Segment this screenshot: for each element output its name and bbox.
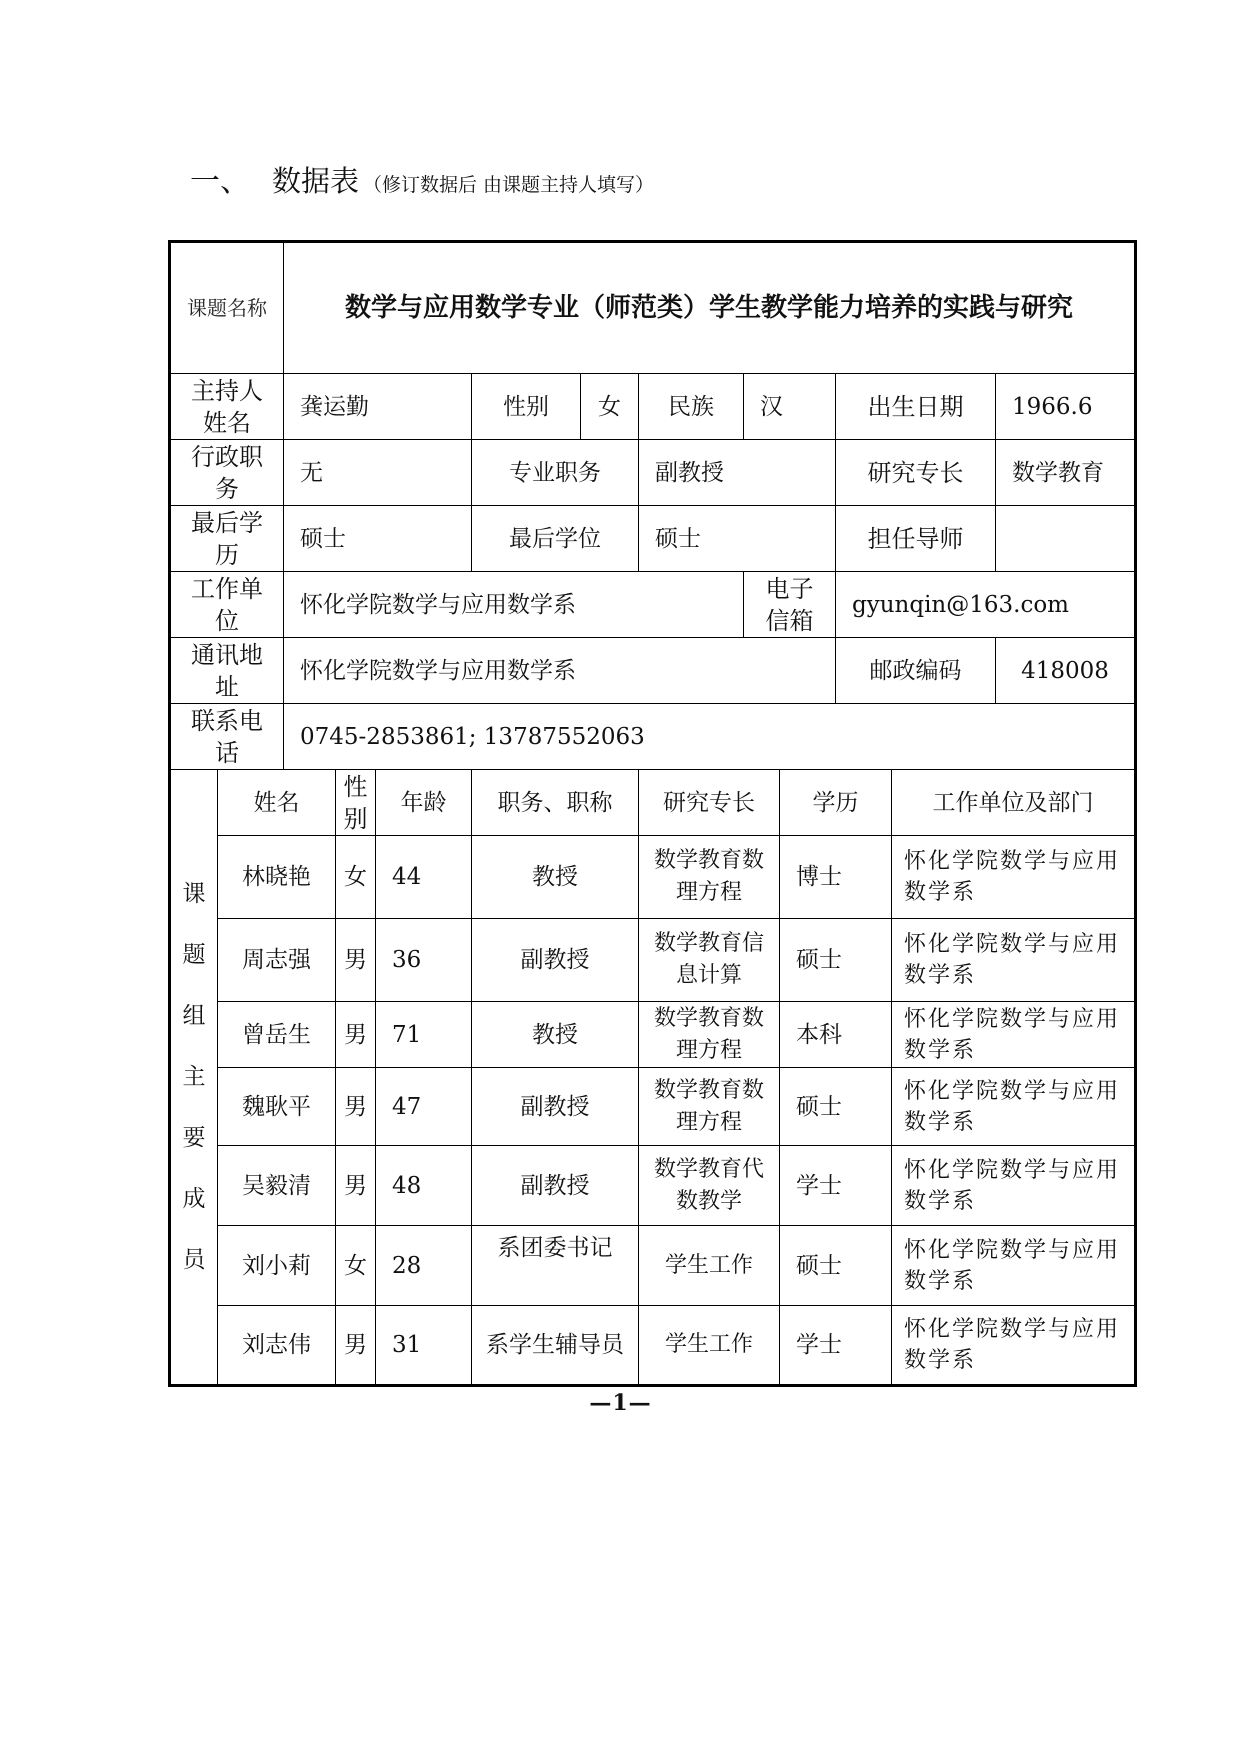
host-admin-label: 行政职务	[170, 440, 284, 506]
table-row	[170, 1306, 1136, 1386]
member-position: 副教授	[472, 919, 639, 1002]
host-address: 怀化学院数学与应用数学系	[284, 638, 836, 704]
member-specialty: 学生工作	[639, 1226, 780, 1306]
col-header-specialty: 研究专长	[639, 770, 780, 836]
host-row-2	[170, 440, 1136, 506]
host-degree-label: 最后学位	[472, 506, 639, 572]
host-title-label: 专业职务	[472, 440, 639, 506]
host-phone: 0745-2853861; 13787552063	[284, 704, 1136, 770]
host-row-3	[170, 506, 1136, 572]
host-email: gyunqin@163.com	[836, 572, 1136, 638]
table-row	[170, 1226, 1136, 1306]
member-name: 魏耿平	[218, 1068, 336, 1146]
member-name: 周志强	[218, 919, 336, 1002]
member-name: 林晓艳	[218, 836, 336, 919]
member-unit: 怀化学院数学与应用数学系	[892, 1002, 1136, 1068]
host-row-5	[170, 638, 1136, 704]
host-supervisor	[996, 506, 1136, 572]
member-education: 硕士	[780, 1226, 892, 1306]
member-specialty: 数学教育信息计算	[639, 919, 780, 1002]
project-name: 数学与应用数学专业（师范类）学生教学能力培养的实践与研究	[284, 242, 1136, 374]
member-position: 教授	[472, 836, 639, 919]
col-header-education: 学历	[780, 770, 892, 836]
host-name-label: 主持人姓名	[170, 374, 284, 440]
member-education: 学士	[780, 1306, 892, 1386]
member-education: 本科	[780, 1002, 892, 1068]
member-age: 28	[376, 1226, 472, 1306]
member-position: 系学生辅导员	[472, 1306, 639, 1386]
member-unit: 怀化学院数学与应用数学系	[892, 1226, 1136, 1306]
side-char: 题	[182, 941, 206, 968]
member-gender: 男	[336, 1146, 376, 1226]
side-char: 要	[182, 1124, 206, 1151]
member-gender: 男	[336, 1068, 376, 1146]
member-age: 36	[376, 919, 472, 1002]
host-birth-label: 出生日期	[836, 374, 996, 440]
table-row	[170, 1002, 1136, 1068]
member-gender: 男	[336, 919, 376, 1002]
host-ethnicity-label: 民族	[639, 374, 744, 440]
member-unit: 怀化学院数学与应用数学系	[892, 836, 1136, 919]
host-address-label: 通讯地址	[170, 638, 284, 704]
member-name: 曾岳生	[218, 1002, 336, 1068]
member-name: 刘小莉	[218, 1226, 336, 1306]
host-row-6	[170, 704, 1136, 770]
section-heading	[190, 156, 655, 199]
host-supervisor-label: 担任导师	[836, 506, 996, 572]
host-unit: 怀化学院数学与应用数学系	[284, 572, 744, 638]
member-position: 系团委书记	[472, 1226, 639, 1306]
host-gender-label: 性别	[472, 374, 581, 440]
member-unit: 怀化学院数学与应用数学系	[892, 1068, 1136, 1146]
side-char: 组	[182, 1002, 206, 1029]
member-name: 吴毅清	[218, 1146, 336, 1226]
table-row	[170, 836, 1136, 919]
member-education: 硕士	[780, 1068, 892, 1146]
host-admin: 无	[284, 440, 472, 506]
col-header-name: 姓名	[218, 770, 336, 836]
side-char: 主	[182, 1063, 206, 1090]
host-specialty-label: 研究专长	[836, 440, 996, 506]
member-specialty: 数学教育数理方程	[639, 1068, 780, 1146]
members-header-row	[170, 770, 1136, 836]
table-row	[170, 1146, 1136, 1226]
member-age: 31	[376, 1306, 472, 1386]
member-age: 71	[376, 1002, 472, 1068]
side-char: 课	[182, 880, 206, 907]
host-ethnicity: 汉	[744, 374, 836, 440]
host-phone-label: 联系电话	[170, 704, 284, 770]
host-unit-label: 工作单位	[170, 572, 284, 638]
member-position: 副教授	[472, 1146, 639, 1226]
member-education: 硕士	[780, 919, 892, 1002]
page-number: —1—	[589, 1390, 652, 1416]
member-age: 44	[376, 836, 472, 919]
project-name-label: 课题名称	[170, 242, 284, 374]
member-position: 副教授	[472, 1068, 639, 1146]
data-table	[168, 240, 1137, 1387]
member-specialty: 数学教育代数教学	[639, 1146, 780, 1226]
host-postcode-label: 邮政编码	[836, 638, 996, 704]
member-specialty: 数学教育数理方程	[639, 1002, 780, 1068]
side-char: 员	[182, 1246, 206, 1273]
col-header-gender: 性别	[336, 770, 376, 836]
host-email-label: 电子信箱	[744, 572, 836, 638]
host-gender: 女	[581, 374, 639, 440]
member-specialty: 数学教育数理方程	[639, 836, 780, 919]
member-gender: 男	[336, 1306, 376, 1386]
host-row-4	[170, 572, 1136, 638]
col-header-position: 职务、职称	[472, 770, 639, 836]
member-unit: 怀化学院数学与应用数学系	[892, 1146, 1136, 1226]
member-gender: 女	[336, 836, 376, 919]
member-age: 48	[376, 1146, 472, 1226]
host-title: 副教授	[639, 440, 836, 506]
host-education-label: 最后学历	[170, 506, 284, 572]
host-postcode: 418008	[996, 638, 1136, 704]
members-side-label	[170, 770, 218, 1386]
member-gender: 男	[336, 1002, 376, 1068]
table-row	[170, 919, 1136, 1002]
section-number: 一、	[190, 164, 250, 199]
host-education: 硕士	[284, 506, 472, 572]
project-row	[170, 242, 1136, 374]
host-degree: 硕士	[639, 506, 836, 572]
member-gender: 女	[336, 1226, 376, 1306]
member-position: 教授	[472, 1002, 639, 1068]
member-unit: 怀化学院数学与应用数学系	[892, 919, 1136, 1002]
host-birth: 1966.6	[996, 374, 1136, 440]
col-header-age: 年龄	[376, 770, 472, 836]
section-note: （修订数据后 由课题主持人填写）	[363, 174, 655, 196]
host-specialty: 数学教育	[996, 440, 1136, 506]
host-row-1	[170, 374, 1136, 440]
table-row	[170, 1068, 1136, 1146]
side-char: 成	[182, 1185, 206, 1212]
section-title: 数据表	[272, 164, 360, 198]
host-name: 龚运勤	[284, 374, 472, 440]
member-name: 刘志伟	[218, 1306, 336, 1386]
member-age: 47	[376, 1068, 472, 1146]
col-header-unit: 工作单位及部门	[892, 770, 1136, 836]
member-education: 博士	[780, 836, 892, 919]
member-specialty: 学生工作	[639, 1306, 780, 1386]
member-unit: 怀化学院数学与应用数学系	[892, 1306, 1136, 1386]
member-education: 学士	[780, 1146, 892, 1226]
